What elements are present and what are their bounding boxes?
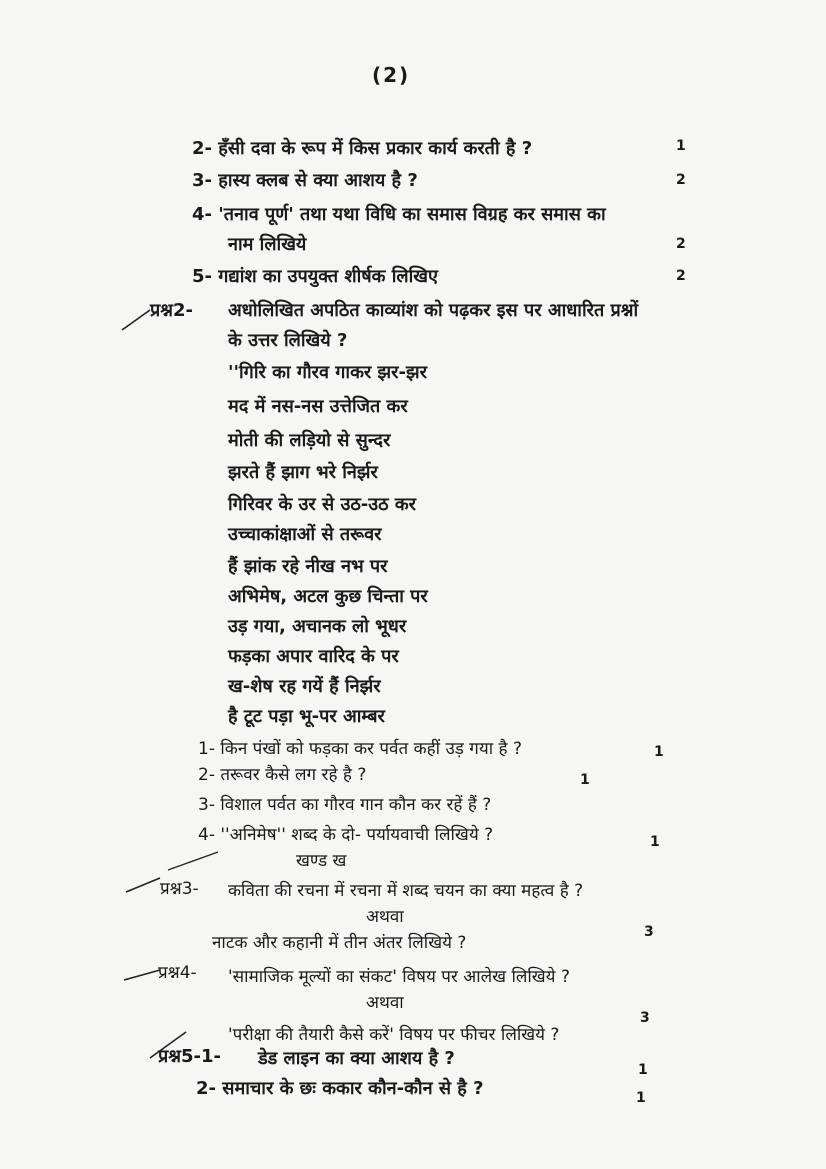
q3-or: अथवा [366, 907, 404, 927]
pen-tick-mark [124, 970, 160, 980]
poem-line: फड़का अपार वारिद के पर [228, 646, 399, 667]
q5-sub-1-marks: 1 [638, 1062, 648, 1078]
q4-or: अथवा [366, 993, 404, 1013]
poem-line: अभिमेष, अटल कुछ चिन्ता पर [228, 586, 428, 607]
pen-tick-mark [126, 878, 160, 892]
q2-sub-2: 2- तरूवर कैसे लग रहे है ? [198, 765, 367, 785]
poem-line: मोती की लड़ियो से सुन्दर [228, 430, 391, 451]
poem-line: झरते हैं झाग भरे निर्झर [228, 462, 378, 483]
q2-label: प्रश्न2- [150, 300, 193, 321]
q3-alt: नाटक और कहानी में तीन अंतर लिखिये ? [212, 933, 467, 953]
q4-text: 'सामाजिक मूल्यों का संकट' विषय पर आलेख लिखिये ? [228, 967, 570, 987]
poem-line: मद में नस-नस उत्तेजित कर [228, 396, 408, 417]
q2-sub-1: 1- किन पंखों को फड़का कर पर्वत कहीं उड़ गया है ? [198, 739, 522, 759]
q4-alt: 'परीक्षा की तैयारी कैसे करें' विषय पर फीचर लिखिये ? [228, 1025, 560, 1045]
section-kha-heading: खण्ड ख [296, 851, 347, 871]
q2-sub-3: 3- विशाल पर्वत का गौरव गान कौन कर रहें हैं ? [198, 795, 492, 815]
q5-sub-2-marks: 1 [636, 1090, 646, 1106]
question-3-marks: 2 [676, 172, 686, 188]
poem-line: हैं झांक रहे नीख नभ पर [228, 556, 388, 577]
question-2-marks: 1 [676, 138, 686, 154]
poem-line: उड़ गया, अचानक लो भूधर [228, 616, 407, 637]
question-4-line2: नाम लिखिये [228, 234, 307, 255]
q4-label: प्रश्न4- [158, 963, 197, 983]
q2-instruction-line2: के उत्तर लिखिये ? [228, 330, 348, 351]
q2-instruction-line1: अधोलिखित अपठित काव्यांश को पढ़कर इस पर आधारित प्रश्नों [228, 300, 639, 321]
q2-sub-4-marks: 1 [650, 834, 660, 850]
q3-marks: 3 [644, 924, 654, 940]
question-4-marks: 2 [676, 236, 686, 252]
q4-marks: 3 [640, 1010, 650, 1026]
poem-line: गिरिवर के उर से उठ-उठ कर [228, 494, 417, 515]
poem-line: ''गिरि का गौरव गाकर झर-झर [228, 362, 427, 383]
pen-tick-mark [168, 852, 218, 870]
q2-sub-4: 4- ''अनिमेष'' शब्द के दो- पर्यायवाची लिखिये ? [198, 825, 494, 845]
question-5-marks: 2 [676, 268, 686, 284]
q2-sub-2-marks: 1 [580, 772, 590, 788]
q3-label: प्रश्न3- [160, 879, 199, 899]
question-3: 3- हास्य क्लब से क्या आशय है ? [192, 170, 418, 191]
poem-line: उच्चाकांक्षाओं से तरूवर [228, 524, 382, 545]
poem-line: है टूट पड़ा भू-पर आम्बर [228, 706, 385, 727]
question-2: 2- हँसी दवा के रूप में किस प्रकार कार्य करती है ? [192, 138, 533, 159]
q5-sub-1: डेड लाइन का क्या आशय है ? [258, 1048, 455, 1069]
q5-sub-2: 2- समाचार के छः ककार कौन-कौन से है ? [196, 1078, 484, 1099]
q5-label: प्रश्न5-1- [158, 1046, 221, 1067]
q2-sub-1-marks: 1 [654, 744, 664, 760]
page-number: (2) [372, 63, 411, 87]
poem-line: ख-शेष रह गयें हैं निर्झर [228, 676, 381, 697]
pen-tick-mark [122, 310, 150, 330]
question-5: 5- गद्यांश का उपयुक्त शीर्षक लिखिए [192, 266, 438, 287]
question-4: 4- 'तनाव पूर्ण' तथा यथा विधि का समास विग्रह कर समास का [192, 204, 606, 225]
q3-text: कविता की रचना में रचना में शब्द चयन का क्या महत्व है ? [228, 881, 584, 901]
